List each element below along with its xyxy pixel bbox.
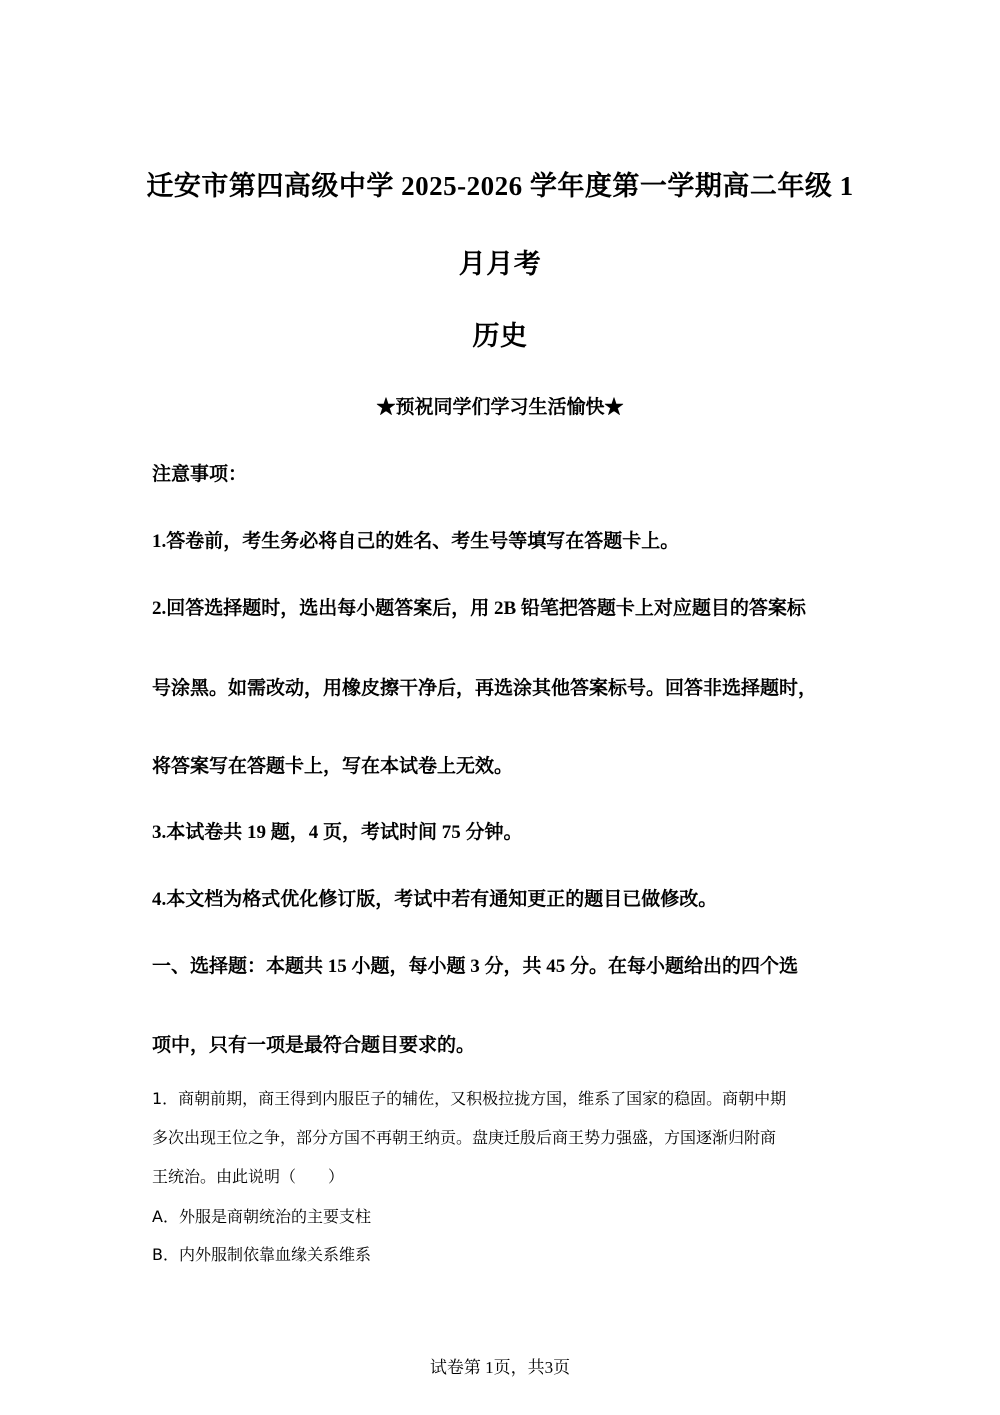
exam-title-line-2: 月月考 bbox=[458, 249, 542, 279]
section-heading-line-2: 项中，只有一项是最符合题目要求的。 bbox=[152, 1035, 476, 1056]
notes-heading: 注意事项： bbox=[152, 464, 248, 485]
section-heading-line-1: 一、选择题：本题共 15 小题，每小题 3 分，共 45 分。在每小题给出的四个选 bbox=[152, 956, 799, 977]
note-item-4: 4.本文档为格式优化修订版，考试中若有通知更正的题目已做修改。 bbox=[152, 889, 718, 910]
exam-title-line-1: 迁安市第四高级中学 2025-2026 学年度第一学期高二年级 1 bbox=[146, 171, 854, 201]
note-item-2-line-1: 2.回答选择题时，选出每小题答案后，用 2B 铅笔把答题卡上对应题目的答案标 bbox=[152, 598, 806, 619]
greeting-line: ★预祝同学们学习生活愉快★ bbox=[376, 397, 624, 418]
question-1-stem-line-3: 王统治。由此说明（ ） bbox=[152, 1167, 345, 1186]
page-footer: 试卷第 1页，共3页 bbox=[429, 1358, 571, 1377]
subject-title: 历史 bbox=[472, 321, 528, 351]
note-item-1: 1.答卷前，考生务必将自己的姓名、考生号等填写在答题卡上。 bbox=[152, 531, 680, 552]
note-item-2-line-3: 将答案写在答题卡上，写在本试卷上无效。 bbox=[152, 756, 514, 777]
note-item-2-line-2: 号涂黑。如需改动，用橡皮擦干净后，再选涂其他答案标号。回答非选择题时， bbox=[152, 678, 818, 699]
question-1-stem-line-1: 1．商朝前期，商王得到内服臣子的辅佐，又积极拉拢方国，维系了国家的稳固。商朝中期 bbox=[152, 1089, 787, 1108]
question-1-stem-line-2: 多次出现王位之争，部分方国不再朝王纳贡。盘庚迁殷后商王势力强盛，方国逐渐归附商 bbox=[152, 1128, 777, 1147]
question-1-option-a: A．外服是商朝统治的主要支柱 bbox=[152, 1207, 371, 1226]
question-1-option-b: B．内外服制依靠血缘关系维系 bbox=[152, 1245, 371, 1264]
note-item-3: 3.本试卷共 19 题，4 页，考试时间 75 分钟。 bbox=[152, 822, 523, 843]
